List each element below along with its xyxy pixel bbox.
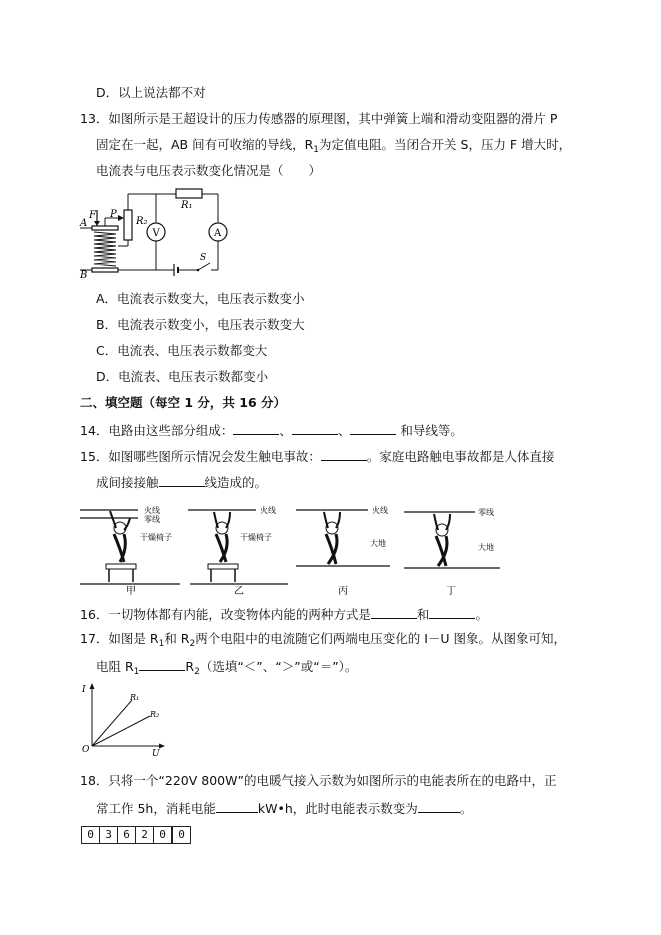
q13-option-d: D．电流表、电压表示数都变小	[96, 369, 269, 384]
label-B: B	[80, 270, 88, 281]
meter-digit: 3	[100, 827, 118, 843]
q14-blank-2[interactable]	[292, 420, 338, 435]
q16-blank-2[interactable]	[429, 604, 475, 619]
q12-option-d: D．以上说法都不对	[96, 85, 206, 100]
q13-option-a: A．电流表示数变大，电压表示数变小	[96, 291, 305, 306]
graph-y-label: I	[82, 685, 86, 695]
label-R1: R₁	[181, 200, 193, 211]
meter-digit: 2	[136, 827, 154, 843]
q13-text-line3: 电流表与电压表示数变化情况是（ ）	[96, 163, 322, 178]
ding-neutral-label: 零线	[478, 508, 494, 517]
q14-text: 14．电路由这些部分组成： 、 、 和导线等。	[80, 420, 463, 440]
q18-text-line1: 18．只将一个“220V 800W”的电暖气接入示数为如图所示的电能表所在的电路中，正	[80, 773, 557, 788]
q13-text-line2: 固定在一起，AB 间有可收缩的导线，$R_1$为定值电阻。当闭合开关 S，压力 F 增大时，	[96, 137, 572, 155]
caption-ding: 丁	[446, 586, 456, 597]
panel-jia	[80, 505, 180, 584]
energy-meter-display	[81, 826, 191, 844]
q17-iu-graph	[80, 680, 170, 759]
section-title: 二、填空题（每空 1 分，共 16 分）	[80, 395, 287, 410]
q15-blank-2[interactable]	[159, 472, 205, 487]
graph-r1-label: R₁	[130, 693, 140, 702]
meter-digit: 6	[118, 827, 136, 843]
label-P: P	[110, 209, 117, 220]
label-R2: R₂	[136, 216, 148, 227]
graph-x-label: U	[152, 749, 160, 759]
r2-line	[92, 716, 150, 746]
jia-chair-label: 干燥椅子	[140, 533, 172, 542]
panel-yi	[188, 505, 288, 584]
panel-bing	[296, 505, 390, 566]
q13-text-line1: 13．如图所示是王超设计的压力传感器的原理图，其中弹簧上端和滑动变阻器的滑片 P	[80, 111, 558, 126]
label-S: S	[200, 253, 207, 263]
meter-digit: 0	[154, 827, 172, 843]
q13-option-c: C．电流表、电压表示数都变大	[96, 343, 268, 358]
q16-blank-1[interactable]	[371, 604, 417, 619]
q14-blank-1[interactable]	[233, 420, 279, 435]
yi-live-label: 火线	[260, 506, 276, 515]
q15-text-line1: 15．如图哪些图所示情况会发生触电事故： 。家庭电路触电事故都是人体直接	[80, 446, 554, 466]
caption-bing: 丙	[338, 586, 348, 597]
label-A: A	[80, 218, 88, 229]
graph-r2-label: R₂	[150, 710, 160, 719]
q17-text-line2: 电阻 $R_1$ $R_2$（选填“＜”、“＞”或“＝”）。	[96, 656, 357, 681]
graph-origin-label: O	[82, 745, 90, 755]
q18-blank-2[interactable]	[418, 798, 460, 813]
q15-blank-1[interactable]	[321, 446, 367, 461]
caption-jia: 甲	[126, 586, 136, 597]
q13-circuit-diagram	[80, 184, 240, 282]
q18-blank-1[interactable]	[216, 798, 258, 813]
q17-text-line1: 17．如图是 $R_1$和 $R_2$两个电阻中的电流随它们两端电压变化的 I－U 图象。从图象可知，	[80, 631, 567, 649]
q15-electrocution-figure	[80, 498, 500, 596]
q13-option-b: B．电流表示数变小，电压表示数变大	[96, 317, 305, 332]
q16-text: 16．一切物体都有内能，改变物体内能的两种方式是 和 。	[80, 604, 488, 624]
caption-yi: 乙	[234, 586, 244, 597]
bing-live-label: 火线	[372, 506, 388, 515]
label-voltmeter: V	[152, 228, 160, 239]
ding-earth-label: 大地	[478, 543, 494, 552]
q18-text-line2: 常工作 5h，消耗电能 kW•h，此时电能表示数变为 。	[96, 798, 472, 818]
yi-chair-label: 干燥椅子	[240, 533, 272, 542]
label-ammeter: A	[214, 228, 222, 239]
q17-blank[interactable]	[139, 656, 185, 671]
jia-live-label: 火线	[144, 506, 160, 515]
q15-text-line2: 成间接接触 线造成的。	[96, 472, 267, 492]
label-F: F	[89, 210, 96, 221]
meter-decimal-digit: 0	[172, 827, 190, 843]
panel-ding	[404, 507, 500, 568]
r1-line	[92, 700, 132, 746]
meter-digit: 0	[82, 827, 100, 843]
q14-blank-3[interactable]	[350, 420, 396, 435]
bing-earth-label: 大地	[370, 539, 386, 548]
jia-neutral-label: 零线	[144, 515, 160, 524]
